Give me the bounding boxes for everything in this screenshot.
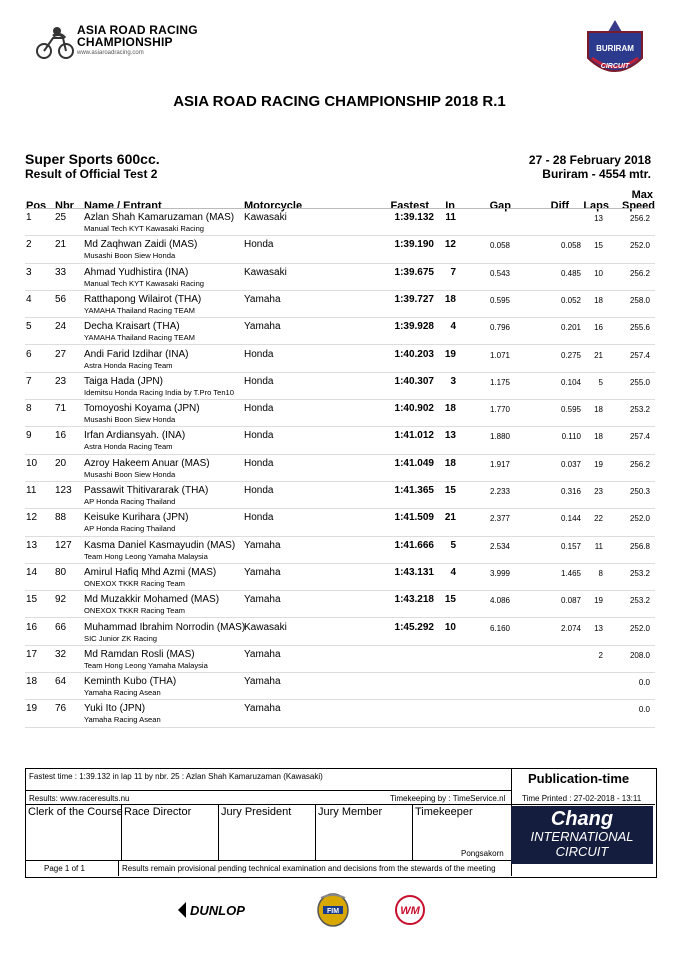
result-team: Astra Honda Racing Team: [84, 442, 173, 452]
result-laps: 5: [598, 377, 603, 387]
result-name: Amirul Hafiq Mhd Azmi (MAS): [84, 566, 217, 578]
result-motorcycle: Yamaha: [244, 676, 281, 688]
result-name: Md Ramdan Rosli (MAS): [84, 648, 195, 660]
result-row: [0, 318, 679, 345]
result-name: Decha Kraisart (THA): [84, 321, 180, 333]
result-nbr: 21: [55, 239, 67, 251]
result-gap: 1.175: [489, 377, 510, 387]
result-gap: 1.071: [489, 350, 510, 360]
wm-text: WM: [400, 905, 420, 917]
result-team: Musashi Boon Siew Honda: [84, 415, 176, 425]
result-nbr: 16: [55, 430, 67, 442]
result-pos: 4: [26, 293, 32, 305]
col-nbr: Nbr: [55, 200, 74, 212]
result-nbr: 56: [55, 293, 67, 305]
result-laps: 18: [594, 405, 603, 415]
chang-line-3: CIRCUIT: [555, 844, 609, 859]
result-team: AP Honda Racing Thailand: [84, 524, 176, 534]
logo-line-1: ASIA ROAD RACING: [77, 23, 198, 37]
result-nbr: 23: [55, 375, 67, 387]
result-gap: 0.595: [489, 295, 510, 305]
result-gap: 1.880: [489, 432, 510, 442]
result-diff: 0.110: [561, 432, 581, 442]
result-row: [0, 700, 679, 727]
result-gap: 6.160: [489, 623, 510, 633]
result-team: SIC Junior ZK Racing: [84, 633, 158, 643]
result-fastest: 1:41.012: [394, 430, 434, 442]
result-max-speed: 255.0: [629, 377, 650, 387]
footer-vline-5: [118, 860, 119, 876]
result-fastest: 1:43.131: [394, 566, 434, 578]
result-diff: 0.037: [560, 459, 581, 469]
result-name: Keminth Kubo (THA): [84, 676, 177, 688]
result-pos: 16: [26, 621, 38, 633]
result-team: Musashi Boon Siew Honda: [84, 469, 176, 479]
result-gap: 3.999: [489, 568, 510, 578]
result-in-lap: 10: [444, 621, 456, 633]
result-name: Tomoyoshi Koyama (JPN): [84, 403, 200, 415]
result-fastest: 1:39.675: [394, 266, 434, 278]
result-max-speed: 258.0: [629, 295, 650, 305]
result-max-speed: 256.2: [629, 459, 650, 469]
result-gap: 1.770: [489, 405, 510, 415]
result-name: Irfan Ardiansyah. (INA): [84, 430, 186, 442]
col-pos: Pos: [26, 200, 47, 212]
result-motorcycle: Kawasaki: [244, 621, 287, 633]
venue: Buriram - 4554 mtr.: [542, 167, 651, 181]
result-row: [0, 373, 679, 400]
footer-line-2: [25, 804, 655, 805]
class-name: Super Sports 600cc.: [25, 151, 160, 167]
result-in-lap: 5: [450, 539, 456, 551]
official-jury-president: Jury President: [221, 806, 292, 818]
result-nbr: 32: [55, 648, 67, 660]
result-pos: 13: [26, 539, 38, 551]
result-name: Passawit Thitivararak (THA): [84, 485, 209, 496]
result-in-lap: 12: [444, 239, 456, 251]
chang-circuit-logo: [511, 806, 653, 864]
result-team: Idemitsu Honda Racing India by T.Pro Ten10: [84, 387, 234, 397]
result-pos: 6: [26, 348, 32, 360]
result-laps: 13: [594, 214, 603, 223]
result-max-speed: 253.2: [629, 596, 650, 606]
result-motorcycle: Yamaha: [244, 539, 281, 551]
result-team: Astra Honda Racing Team: [84, 360, 173, 370]
col-gap: Gap: [489, 200, 511, 212]
result-diff: 0.485: [560, 268, 581, 278]
result-team: Yamaha Racing Asean: [84, 715, 161, 725]
result-max-speed: 252.0: [629, 623, 650, 633]
result-pos: 18: [26, 676, 38, 688]
result-team: Team Hong Leong Yamaha Malaysia: [84, 551, 208, 561]
result-motorcycle: Yamaha: [244, 703, 281, 715]
result-gap: 1.917: [489, 459, 510, 469]
result-laps: 19: [594, 459, 603, 469]
result-motorcycle: Yamaha: [244, 594, 281, 606]
logo-url: www.asiaroadracing.com: [77, 50, 144, 56]
result-fastest: 1:40.203: [394, 348, 434, 360]
result-diff: 0.316: [560, 487, 581, 496]
result-nbr: 127: [55, 539, 72, 551]
publication-time-label: Publication-time: [528, 771, 630, 786]
result-fastest: 1:40.902: [394, 403, 434, 415]
result-max-speed: 208.0: [629, 650, 650, 660]
result-fastest: 1:45.292: [394, 621, 434, 633]
result-gap: 0.543: [489, 268, 510, 278]
result-pos: 12: [26, 512, 38, 524]
result-row: [0, 591, 679, 618]
result-pos: 2: [26, 239, 32, 251]
result-pos: 8: [26, 403, 32, 415]
result-laps: 23: [594, 487, 603, 496]
result-team: Yamaha Racing Asean: [84, 688, 161, 698]
result-row: [0, 646, 679, 673]
result-in-lap: 7: [450, 266, 456, 278]
col-max: Max: [631, 189, 653, 201]
result-max-speed: 253.2: [629, 405, 650, 415]
result-row: [0, 264, 679, 291]
logo-name: [77, 24, 198, 48]
result-in-lap: 4: [450, 566, 456, 578]
result-team: ONEXOX TKKR Racing Team: [84, 606, 186, 616]
result-motorcycle: Honda: [244, 457, 274, 469]
footer-vline-2: [218, 804, 219, 860]
result-in-lap: 15: [444, 594, 456, 606]
buriram-circuit-logo: [578, 18, 652, 84]
result-gap: 0.796: [489, 323, 510, 333]
result-nbr: 80: [55, 566, 67, 578]
result-laps: 21: [594, 350, 603, 360]
result-pos: 3: [26, 266, 32, 278]
result-nbr: 27: [55, 348, 67, 360]
arrc-logo: [35, 22, 205, 64]
result-max-speed: 0.0: [638, 678, 650, 688]
result-motorcycle: Honda: [244, 403, 274, 415]
result-diff: 0.052: [560, 295, 581, 305]
result-max-speed: 0.0: [638, 705, 650, 715]
result-team: Manual Tech KYT Kawasaki Racing: [84, 278, 205, 288]
result-name: Keisuke Kurihara (JPN): [84, 512, 189, 524]
result-in-lap: 15: [444, 485, 456, 496]
result-in-lap: 18: [444, 293, 456, 305]
result-max-speed: 256.2: [629, 268, 650, 278]
result-diff: 0.144: [560, 514, 581, 524]
col-diff: Diff: [550, 200, 569, 212]
result-nbr: 88: [55, 512, 67, 524]
result-in-lap: 13: [444, 430, 456, 442]
result-in-lap: 18: [444, 403, 456, 415]
results-url: Results: www.raceresults.nu: [29, 794, 130, 803]
result-laps: 22: [594, 514, 603, 524]
footer-vline-4: [412, 804, 413, 860]
col-speed: Speed: [621, 200, 655, 212]
result-nbr: 123: [55, 485, 72, 496]
svg-text:BURIRAM: BURIRAM: [596, 44, 634, 53]
result-diff: 2.074: [560, 623, 581, 633]
result-diff: 0.157: [560, 541, 581, 551]
result-motorcycle: Yamaha: [244, 321, 281, 333]
chang-line-2: INTERNATIONAL: [530, 829, 634, 844]
motorbike-icon: [35, 24, 75, 60]
result-laps: 18: [594, 295, 603, 305]
logo-line-2: CHAMPIONSHIP: [77, 35, 173, 49]
result-team: YAMAHA Thailand Racing TEAM: [84, 333, 196, 343]
result-in-lap: 3: [450, 375, 456, 387]
result-gap: 2.377: [489, 514, 510, 524]
session-name: Result of Official Test 2: [25, 167, 158, 181]
result-diff: 0.275: [560, 350, 581, 360]
result-max-speed: 256.2: [629, 214, 650, 223]
result-name: Andi Farid Izdihar (INA): [84, 348, 189, 360]
result-pos: 17: [26, 648, 38, 660]
result-fastest: 1:40.307: [394, 375, 434, 387]
result-fastest: 1:41.049: [394, 457, 434, 469]
result-laps: 15: [594, 241, 603, 251]
result-name: Ahmad Yudhistira (INA): [84, 266, 189, 278]
result-pos: 11: [26, 485, 37, 496]
result-team: Team Hong Leong Yamaha Malaysia: [84, 660, 208, 670]
result-motorcycle: Yamaha: [244, 648, 281, 660]
event-date: 27 - 28 February 2018: [528, 153, 651, 167]
svg-text:CIRCUIT: CIRCUIT: [600, 63, 630, 70]
result-name: Md Muzakkir Mohamed (MAS): [84, 594, 220, 606]
col-motorcycle: Motorcycle: [244, 200, 303, 212]
result-max-speed: 252.0: [629, 241, 650, 251]
result-row: [0, 346, 679, 373]
timekeeping: Timekeeping by : TimeService.nl: [390, 794, 506, 803]
result-diff: 1.465: [560, 568, 581, 578]
result-nbr: 92: [55, 594, 67, 606]
result-motorcycle: Yamaha: [244, 293, 281, 305]
result-motorcycle: Honda: [244, 375, 274, 387]
result-row: [0, 482, 679, 509]
result-fastest: 1:41.365: [394, 485, 434, 496]
result-diff: 0.087: [560, 596, 581, 606]
result-name: Ratthapong Wilairot (THA): [84, 293, 202, 305]
official-jury-member: Jury Member: [318, 806, 383, 818]
result-name: Taiga Hada (JPN): [84, 375, 163, 387]
official-timekeeper: Timekeeper: [415, 806, 473, 818]
result-row: [0, 564, 679, 591]
result-row: [0, 400, 679, 427]
result-diff: 0.201: [560, 323, 581, 333]
result-team: AP Honda Racing Thailand: [84, 497, 176, 506]
result-max-speed: 252.0: [629, 514, 650, 524]
result-motorcycle: Kawasaki: [244, 266, 287, 278]
result-nbr: 71: [55, 403, 67, 415]
result-pos: 10: [26, 457, 38, 469]
result-fastest: 1:39.727: [394, 293, 434, 305]
result-fastest: 1:39.132: [394, 212, 434, 223]
result-pos: 7: [26, 375, 32, 387]
result-laps: 13: [594, 623, 603, 633]
result-gap: 4.086: [489, 596, 510, 606]
result-gap: 2.233: [489, 487, 510, 496]
result-gap: 0.058: [489, 241, 510, 251]
result-row: [0, 619, 679, 646]
result-nbr: 76: [55, 703, 67, 715]
chang-line-1: Chang: [550, 808, 614, 830]
result-max-speed: 257.4: [629, 350, 650, 360]
result-laps: 16: [594, 323, 603, 333]
result-name: Muhammad Ibrahim Norrodin (MAS): [84, 621, 246, 633]
result-name: Md Zaqhwan Zaidi (MAS): [84, 239, 198, 251]
result-pos: 9: [26, 430, 32, 442]
result-motorcycle: Honda: [244, 485, 274, 496]
col-name: Name / Entrant: [84, 200, 162, 212]
official-clerk: Clerk of the Course: [28, 806, 123, 818]
result-team: Musashi Boon Siew Honda: [84, 251, 176, 261]
result-nbr: 24: [55, 321, 67, 333]
result-nbr: 25: [55, 212, 67, 223]
col-laps: Laps: [583, 200, 609, 212]
footer-vline-3: [315, 804, 316, 860]
result-pos: 5: [26, 321, 32, 333]
result-diff: 0.104: [560, 377, 581, 387]
result-motorcycle: Honda: [244, 348, 274, 360]
result-motorcycle: Honda: [244, 512, 274, 524]
result-nbr: 64: [55, 676, 67, 688]
result-in-lap: 18: [444, 457, 456, 469]
result-gap: 2.534: [489, 541, 510, 551]
result-fastest: 1:39.928: [394, 321, 434, 333]
result-name: Yuki Ito (JPN): [84, 703, 146, 715]
result-in-lap: 11: [445, 212, 456, 223]
official-race-director: Race Director: [124, 806, 192, 818]
result-in-lap: 19: [444, 348, 456, 360]
page-number: Page 1 of 1: [44, 864, 85, 873]
result-max-speed: 250.3: [629, 487, 650, 496]
result-row: [0, 209, 679, 236]
result-in-lap: 4: [450, 321, 456, 333]
result-motorcycle: Honda: [244, 239, 274, 251]
result-name: Azlan Shah Kamaruzaman (MAS): [84, 212, 235, 223]
result-diff: 0.058: [560, 241, 581, 251]
result-laps: 10: [594, 268, 603, 278]
result-motorcycle: Yamaha: [244, 566, 281, 578]
result-motorcycle: Honda: [244, 430, 274, 442]
result-team: Manual Tech KYT Kawasaki Racing: [84, 224, 205, 233]
page-title: ASIA ROAD RACING CHAMPIONSHIP 2018 R.1: [173, 93, 506, 110]
result-name: Kasma Daniel Kasmayudin (MAS): [84, 539, 236, 551]
result-max-speed: 257.4: [629, 432, 650, 442]
wm-logo: [390, 892, 430, 928]
result-row: [0, 236, 679, 263]
result-laps: 2: [598, 650, 603, 660]
result-max-speed: 255.6: [629, 323, 650, 333]
result-fastest: 1:41.666: [394, 539, 434, 551]
disclaimer: Results remain provisional pending technical examination and decisions from the stewards of the meeting: [122, 864, 496, 873]
result-max-speed: 256.8: [629, 541, 650, 551]
col-in: In: [445, 200, 455, 212]
fim-text: FIM: [326, 908, 340, 915]
result-fastest: 1:43.218: [394, 594, 434, 606]
result-fastest: 1:39.190: [394, 239, 434, 251]
result-motorcycle: Kawasaki: [244, 212, 287, 223]
result-nbr: 66: [55, 621, 67, 633]
result-nbr: 20: [55, 457, 67, 469]
footer-line-1: [25, 790, 511, 791]
fastest-time-note: Fastest time : 1:39.132 in lap 11 by nbr. 25 : Azlan Shah Kamaruzaman (Kawasaki): [29, 772, 323, 781]
result-diff: 0.595: [560, 405, 581, 415]
result-laps: 11: [594, 541, 603, 551]
result-nbr: 33: [55, 266, 67, 278]
result-pos: 14: [26, 566, 38, 578]
dunlop-text: DUNLOP: [190, 903, 245, 918]
row-divider: [25, 727, 655, 728]
result-pos: 1: [26, 212, 32, 223]
result-name: Azroy Hakeem Anuar (MAS): [84, 457, 210, 469]
footer-line-3: [25, 860, 511, 861]
result-row: [0, 291, 679, 318]
dunlop-logo: [176, 892, 286, 928]
result-team: ONEXOX TKKR Racing Team: [84, 578, 186, 588]
col-fastest: Fastest: [390, 200, 429, 212]
time-printed: Time Printed : 27-02-2018 - 13:11: [522, 794, 642, 803]
result-laps: 18: [594, 432, 603, 442]
result-pos: 15: [26, 594, 38, 606]
result-row: [0, 537, 679, 564]
result-row: [0, 673, 679, 700]
timekeeper-name: Pongsakorn: [461, 849, 504, 858]
result-laps: 8: [598, 568, 603, 578]
result-team: YAMAHA Thailand Racing TEAM: [84, 305, 196, 315]
result-pos: 19: [26, 703, 38, 715]
result-row: [0, 455, 679, 482]
fim-logo: [313, 892, 353, 928]
result-row: [0, 427, 679, 454]
result-in-lap: 21: [444, 512, 456, 524]
result-row: [0, 509, 679, 536]
result-max-speed: 253.2: [629, 568, 650, 578]
result-fastest: 1:41.509: [394, 512, 434, 524]
result-laps: 19: [594, 596, 603, 606]
